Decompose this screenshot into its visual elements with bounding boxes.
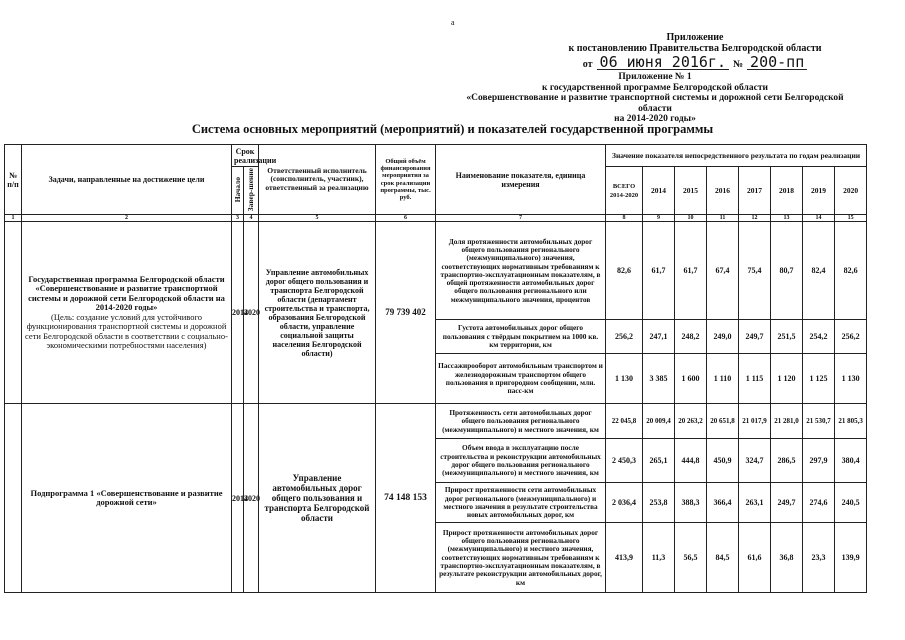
indicator-value: 286,5 [771, 439, 803, 483]
indicator-value: 1 120 [771, 354, 803, 404]
column-index: 5 [259, 215, 376, 222]
program-name: «Совершенствование и развитие транспортной системы и дорожной сети Белгородской области [466, 93, 844, 114]
header-year: 2017 [739, 167, 771, 215]
indicator-value: 21 281,0 [771, 404, 803, 439]
appendix-header [545, 32, 845, 70]
indicator-value: 366,4 [707, 483, 739, 523]
decree-number: 200-пп [747, 55, 807, 70]
column-index: 14 [803, 215, 835, 222]
row-number [5, 222, 22, 404]
column-index: 10 [675, 215, 707, 222]
indicator-value: 139,9 [835, 523, 867, 593]
indicator-value: 22 045,8 [606, 404, 643, 439]
indicator-value: 388,3 [675, 483, 707, 523]
scan-speck: a [451, 18, 455, 27]
header-indicator: Наименование показателя, единица измерения [436, 145, 606, 215]
indicator-value: 82,6 [606, 222, 643, 320]
indicator-name: Густота автомобильных дорог общего пользования с твёрдым покрытием на 1000 кв. км территории, км [436, 320, 606, 354]
indicator-value: 21 530,7 [803, 404, 835, 439]
indicator-name: Объем ввода в эксплуатацию после строительства и реконструкции автомобильных дорог общего пользования регионального (межмуниципального) и местного значения, км [436, 439, 606, 483]
table-row [5, 404, 867, 439]
indicator-value: 450,9 [707, 439, 739, 483]
indicator-value: 84,5 [707, 523, 739, 593]
indicator-name: Прирост протяженности автомобильных дорог общего пользования регионального (межмуниципального) и местного значения, соответствующих нормативным требованиям к транспортно-эксплуатационным показателям, в результате реконструкции автомобильных дорог, км [436, 523, 606, 593]
activities-table [4, 144, 867, 593]
header-total: ВСЕГО 2014-2020 [606, 167, 643, 215]
indicator-value: 251,5 [771, 320, 803, 354]
program-task [22, 222, 232, 404]
header-volume: Общий объём финансирования мероприятия за срок реализации программы, тыс. руб. [376, 145, 436, 215]
subprogram-volume: 74 148 153 [376, 404, 436, 593]
indicator-value: 80,7 [771, 222, 803, 320]
document-title: Система основных мероприятий (мероприятий) и показателей государственной программы [191, 122, 714, 136]
column-index: 13 [771, 215, 803, 222]
indicator-value: 254,2 [803, 320, 835, 354]
date-prefix: от [582, 59, 593, 70]
header-year: 2019 [803, 167, 835, 215]
header-values: Значение показателя непосредственного результата по годам реализации [606, 145, 867, 167]
indicator-value: 1 130 [606, 354, 643, 404]
indicator-value: 82,4 [803, 222, 835, 320]
indicator-value: 1 110 [707, 354, 739, 404]
indicator-value: 249,7 [739, 320, 771, 354]
program-title: Государственная программа Белгородской области «Совершенствование и развитие транспортной системы и дорожной сети Белгородской области на 2014-2020 годы» [28, 273, 225, 313]
column-index: 11 [707, 215, 739, 222]
column-index: 3 [232, 215, 244, 222]
header-period: Срок реализации [232, 145, 259, 167]
program-period: на 2014-2020 годы» [614, 114, 696, 124]
appendix-label: Приложение [666, 32, 724, 43]
program-goal: (Цель: создание условий для устойчивого функционирования транспортной системы и дорожной сети Белгородской области в соответствии с социально-экономическими потребностями населения) [25, 311, 228, 351]
indicator-value: 20 651,8 [707, 404, 739, 439]
indicator-value: 265,1 [643, 439, 675, 483]
decree-date: 06 июня 2016г. [597, 55, 729, 70]
header-number: № п/п [5, 145, 22, 215]
indicator-value: 380,4 [835, 439, 867, 483]
indicator-value: 247,1 [643, 320, 675, 354]
indicator-value: 1 600 [675, 354, 707, 404]
decree-date-line [545, 55, 845, 70]
row-number [5, 404, 22, 593]
indicator-value: 253,8 [643, 483, 675, 523]
header-year: 2016 [707, 167, 739, 215]
indicator-name: Доля протяженности автомобильных дорог общего пользования регионального (межмуниципального) значения, соответствующих нормативным требованиям к транспортно-эксплуатационным показателям, в общей протяженности автомобильных дорог общего пользования регионального или межмуниципального значения, процентов [436, 222, 606, 320]
indicator-value: 2 036,4 [606, 483, 643, 523]
column-index: 9 [643, 215, 675, 222]
subprogram-responsible: Управление автомобильных дорог общего пользования и транспорта Белгородской области [259, 404, 376, 593]
column-index-row [5, 215, 867, 222]
indicator-value: 413,9 [606, 523, 643, 593]
indicator-value: 324,7 [739, 439, 771, 483]
program-appendix-label: Приложение № 1 [618, 72, 692, 82]
header-year: 2018 [771, 167, 803, 215]
indicator-value: 20 263,2 [675, 404, 707, 439]
column-index: 15 [835, 215, 867, 222]
subprogram-end: 2020 [244, 404, 259, 593]
column-index: 1 [5, 215, 22, 222]
indicator-value: 1 115 [739, 354, 771, 404]
indicator-value: 61,6 [739, 523, 771, 593]
subprogram-task: Подпрограмма 1 «Совершенствование и развитие дорожной сети» [22, 404, 232, 593]
indicator-value: 256,2 [606, 320, 643, 354]
header-year: 2020 [835, 167, 867, 215]
indicator-value: 444,8 [675, 439, 707, 483]
indicator-value: 23,3 [803, 523, 835, 593]
program-end: 2020 [244, 222, 259, 404]
indicator-value: 248,2 [675, 320, 707, 354]
indicator-value: 75,4 [739, 222, 771, 320]
indicator-value: 21 805,3 [835, 404, 867, 439]
program-responsible: Управление автомобильных дорог общего пользования и транспорта Белгородской области (департамент строительства и транспорта, образования Белгородской области, управление социальной защиты населения Белгородской области) [259, 222, 376, 404]
indicator-value: 61,7 [643, 222, 675, 320]
program-reference: к государственной программе Белгородской области [541, 82, 768, 93]
indicator-value: 1 130 [835, 354, 867, 404]
table-row [5, 222, 867, 320]
header-year: 2014 [643, 167, 675, 215]
program-volume: 79 739 402 [376, 222, 436, 404]
indicator-value: 36,8 [771, 523, 803, 593]
indicator-value: 67,4 [707, 222, 739, 320]
column-index: 4 [244, 215, 259, 222]
decree-reference: к постановлению Правительства Белгородской области [568, 43, 822, 54]
indicator-name: Пассажирооборот автомобильным транспортом и железнодорожным транспортом общего пользования в пригородном сообщении, млн. пасс-км [436, 354, 606, 404]
header-tasks: Задачи, направленные на достижение цели [22, 145, 232, 215]
indicator-value: 256,2 [835, 320, 867, 354]
header-responsible: Ответственный исполнитель (соисполнитель, участник), ответственный за реализацию [259, 145, 376, 215]
indicator-value: 21 017,9 [739, 404, 771, 439]
indicator-value: 274,6 [803, 483, 835, 523]
indicator-value: 11,3 [643, 523, 675, 593]
indicator-value: 20 009,4 [643, 404, 675, 439]
number-prefix: № [732, 59, 744, 70]
indicator-value: 1 125 [803, 354, 835, 404]
indicator-name: Прирост протяженности сети автомобильных дорог регионального (межмуниципального) и местного значения в результате строительства новых автомобильных дорог, км [436, 483, 606, 523]
indicator-value: 2 450,3 [606, 439, 643, 483]
indicator-name: Протяженность сети автомобильных дорог общего пользования регионального (межмуниципального) и местного значения, км [436, 404, 606, 439]
indicator-value: 297,9 [803, 439, 835, 483]
column-index: 6 [376, 215, 436, 222]
header-year: 2015 [675, 167, 707, 215]
program-appendix-header [455, 72, 855, 125]
subprogram-start: 2014 [232, 404, 244, 593]
program-start: 2014 [232, 222, 244, 404]
indicator-value: 249,0 [707, 320, 739, 354]
indicator-value: 56,5 [675, 523, 707, 593]
header-end: Завер-шение [244, 167, 259, 215]
column-index: 7 [436, 215, 606, 222]
column-index: 8 [606, 215, 643, 222]
column-index: 2 [22, 215, 232, 222]
indicator-value: 240,5 [835, 483, 867, 523]
indicator-value: 249,7 [771, 483, 803, 523]
header-start: Начало [232, 167, 244, 215]
column-index: 12 [739, 215, 771, 222]
indicator-value: 3 385 [643, 354, 675, 404]
indicator-value: 263,1 [739, 483, 771, 523]
indicator-value: 61,7 [675, 222, 707, 320]
indicator-value: 82,6 [835, 222, 867, 320]
